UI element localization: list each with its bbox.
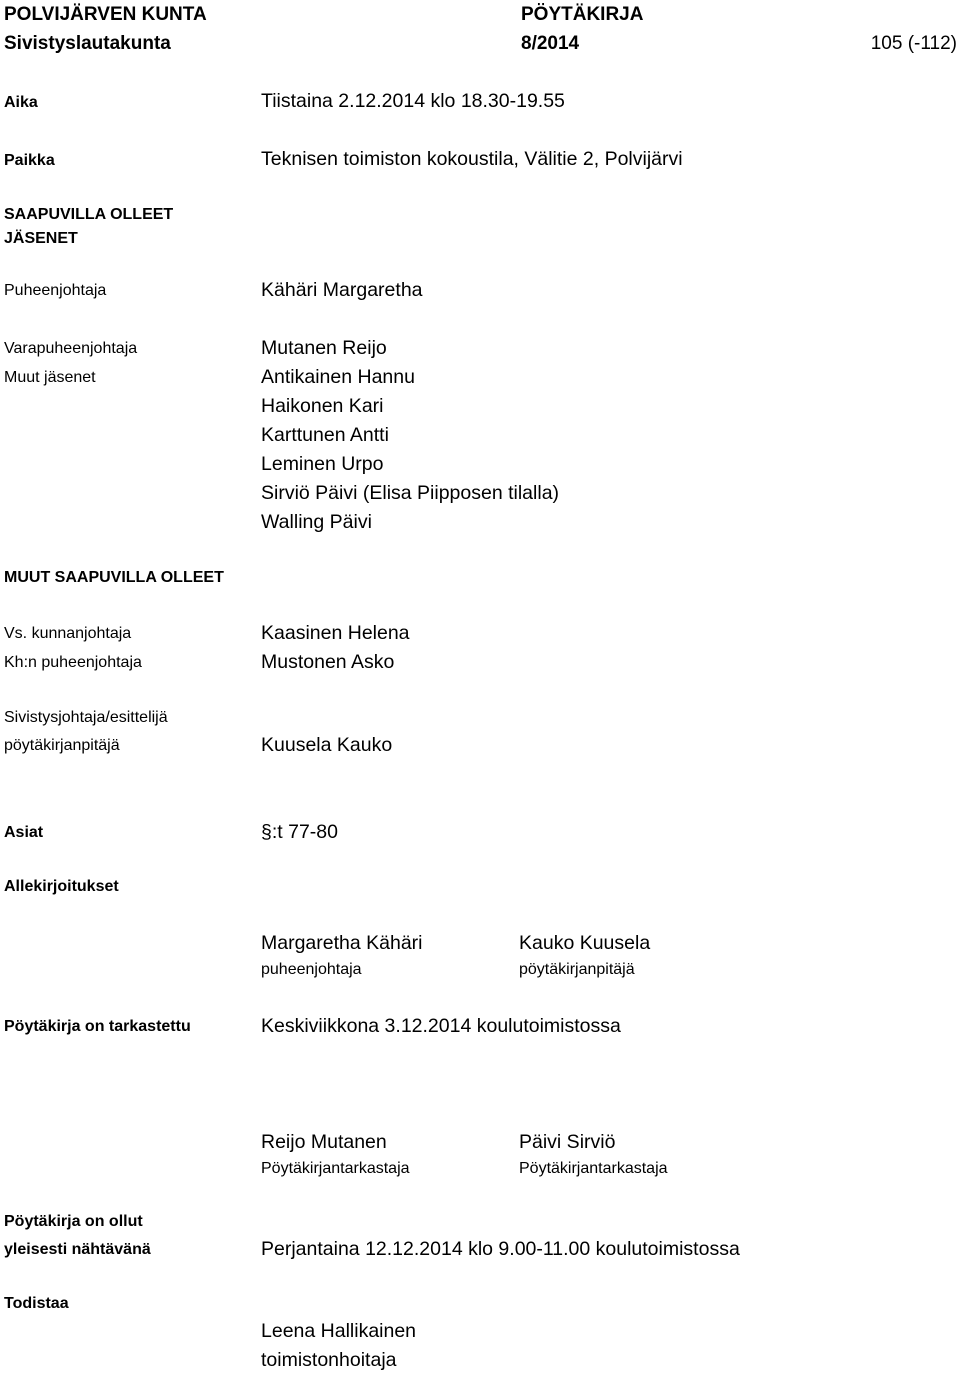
- acting-manager-label: Vs. kunnanjohtaja: [4, 625, 132, 642]
- member-name: Walling Päivi: [261, 511, 372, 533]
- secretary-signature-role: pöytäkirjanpitäjä: [519, 961, 635, 978]
- director-name: Kuusela Kauko: [261, 734, 393, 756]
- member-name: Antikainen Hannu: [261, 366, 415, 388]
- chair-signature-role: puheenjohtaja: [261, 961, 362, 978]
- document-type: PÖYTÄKIRJA: [521, 4, 644, 25]
- certify-label: Todistaa: [4, 1295, 69, 1312]
- others-section-title: MUUT SAAPUVILLA OLLEET: [4, 569, 224, 586]
- member-name: Leminen Urpo: [261, 453, 384, 475]
- board-chair-name: Mustonen Asko: [261, 651, 395, 673]
- chair-label: Puheenjohtaja: [4, 282, 107, 299]
- certifier-role: toimistonhoitaja: [261, 1349, 397, 1371]
- member-name: Haikonen Kari: [261, 395, 384, 417]
- member-name: Karttunen Antti: [261, 424, 389, 446]
- member-name: Sirviö Päivi (Elisa Piipposen tilalla): [261, 482, 560, 504]
- document-number: 8/2014: [521, 33, 580, 54]
- org-name: POLVIJÄRVEN KUNTA: [4, 4, 207, 25]
- checker1-role: Pöytäkirjantarkastaja: [261, 1160, 410, 1177]
- members-section-title-line1: SAAPUVILLA OLLEET: [4, 206, 174, 223]
- signatures-label: Allekirjoitukset: [4, 878, 119, 895]
- page-range: 105 (-112): [870, 33, 957, 54]
- checked-label: Pöytäkirja on tarkastettu: [4, 1018, 191, 1035]
- vice-chair-name: Mutanen Reijo: [261, 337, 387, 359]
- checker2-name: Päivi Sirviö: [519, 1131, 616, 1153]
- checker1-name: Reijo Mutanen: [261, 1131, 387, 1153]
- director-label-line2: pöytäkirjanpitäjä: [4, 737, 120, 754]
- chair-name: Kähäri Margaretha: [261, 279, 423, 301]
- time-value: Tiistaina 2.12.2014 klo 18.30-19.55: [261, 90, 565, 112]
- matters-label: Asiat: [4, 824, 44, 841]
- checked-value: Keskiviikkona 3.12.2014 koulutoimistossa: [261, 1015, 621, 1037]
- place-value: Teknisen toimiston kokoustila, Välitie 2, Polvijärvi: [261, 148, 683, 170]
- public-value: Perjantaina 12.12.2014 klo 9.00-11.00 koulutoimistossa: [261, 1238, 740, 1260]
- time-label: Aika: [4, 94, 38, 111]
- committee-name: Sivistyslautakunta: [4, 33, 171, 54]
- acting-manager-name: Kaasinen Helena: [261, 622, 410, 644]
- vice-chair-label: Varapuheenjohtaja: [4, 340, 138, 357]
- chair-signature-name: Margaretha Kähäri: [261, 932, 423, 954]
- secretary-signature-name: Kauko Kuusela: [519, 932, 651, 954]
- certifier-name: Leena Hallikainen: [261, 1320, 417, 1342]
- place-label: Paikka: [4, 152, 55, 169]
- checker2-role: Pöytäkirjantarkastaja: [519, 1160, 668, 1177]
- members-section-title-line2: JÄSENET: [4, 230, 78, 247]
- board-chair-label: Kh:n puheenjohtaja: [4, 654, 142, 671]
- matters-value: §:t 77-80: [261, 821, 338, 843]
- other-members-label: Muut jäsenet: [4, 369, 96, 386]
- director-label-line1: Sivistysjohtaja/esittelijä: [4, 709, 168, 726]
- public-label-line1: Pöytäkirja on ollut: [4, 1213, 143, 1230]
- public-label-line2: yleisesti nähtävänä: [4, 1241, 151, 1258]
